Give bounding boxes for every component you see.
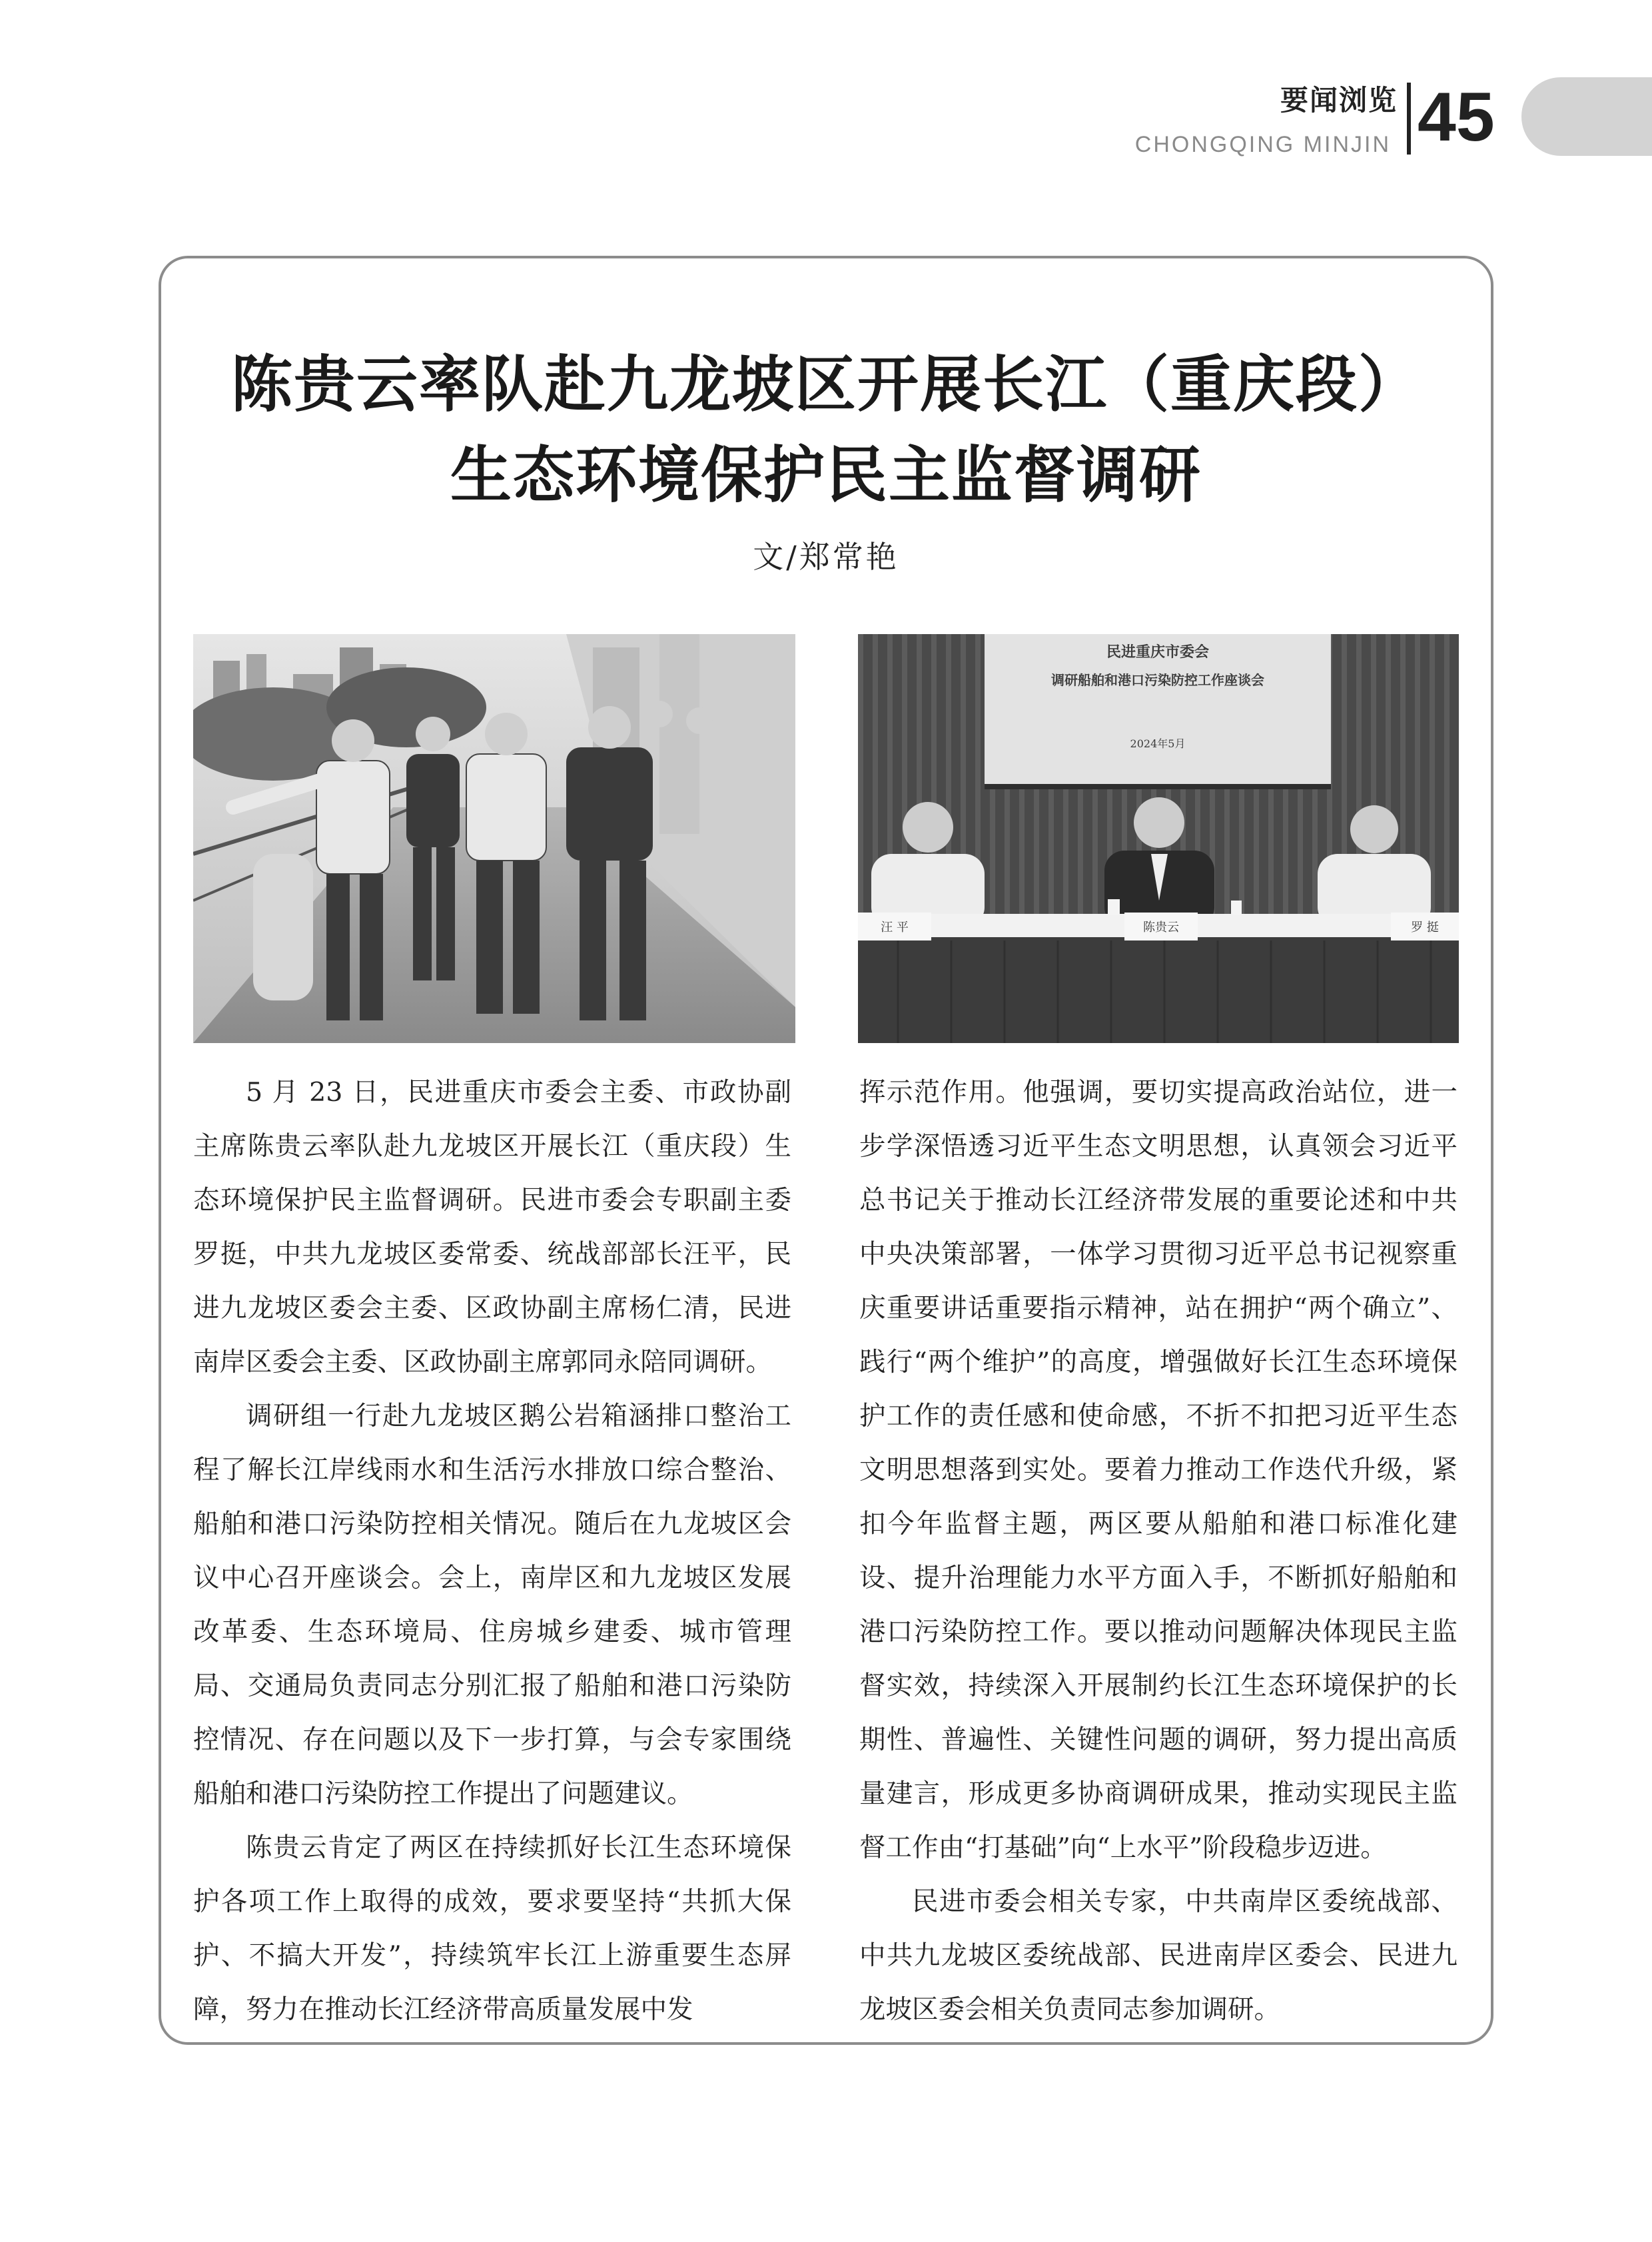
screen-banner-line-1: 民进重庆市委会 — [1106, 643, 1210, 661]
article-body-left-column — [193, 1066, 791, 2037]
section-subtitle: CHONGQING MINJIN — [1134, 132, 1391, 157]
header-divider — [1407, 83, 1411, 155]
nameplate-left: 汪 平 — [881, 921, 909, 934]
screen-banner-date: 2024年5月 — [1130, 737, 1186, 750]
article-body-right-column — [859, 1066, 1457, 2037]
nameplate-center: 陈贵云 — [1143, 921, 1179, 934]
screen-banner-line-2: 调研船舶和港口污染防控工作座谈会 — [1051, 672, 1264, 688]
page-number: 45 — [1418, 79, 1495, 156]
photo-meeting — [858, 634, 1459, 1043]
section-title: 要闻浏览 — [1280, 84, 1398, 117]
title-line-2: 生态环境保护民主监督调研 — [450, 440, 1202, 511]
paragraph-3: 陈贵云肯定了两区在持续抓好长江生态环境保护各项工作上取得的成效，要求要坚持“共抓大保护、不搞大开发”，持续筑牢长江上游重要生态屏障，努力在推动长江经济带高质量发展中发 — [193, 1832, 791, 2025]
paragraph-2: 调研组一行赴九龙坡区鹅公岩箱涵排口整治工程了解长江岸线雨水和生活污水排放口综合整治、船舶和港口污染防控相关情况。随后在九龙坡区会议中心召开座谈会。会上，南岸区和九龙坡区发展改革委、生态环境局、住房城乡建委、城市管理局、交通局负责同志分别汇报了船舶和港口污染防控情况、存在问题以及下一步打算，与会专家围绕船舶和港口污染防控工作提出了问题建议。 — [193, 1401, 791, 1809]
paragraph-1: 5 月 23 日，民进重庆市委会主委、市政协副主席陈贵云率队赴九龙坡区开展长江（重庆段）生态环境保护民主监督调研。民进市委会专职副主委罗挺，中共九龙坡区委常委、统战部部长汪平，民进九龙坡区委会主委、区政协副主席杨仁清，民进南岸区委会主委、区政协副主席郭同永陪同调研。 — [193, 1077, 791, 1377]
nameplate-right: 罗 挺 — [1411, 921, 1439, 934]
photo-riverside-inspection — [193, 634, 795, 1043]
page-tab-decoration — [1521, 77, 1652, 156]
article-byline: 文/郑常艳 — [753, 539, 899, 575]
title-line-1: 陈贵云率队赴九龙坡区开展长江（重庆段） — [230, 349, 1421, 420]
paragraph-4: 民进市委会相关专家，中共南岸区委统战部、中共九龙坡区委统战部、民进南岸区委会、民进九龙坡区委会相关负责同志参加调研。 — [859, 1886, 1457, 2025]
paragraph-3-continued: 挥示范作用。他强调，要切实提高政治站位，进一步学深悟透习近平生态文明思想，认真领会习近平总书记关于推动长江经济带发展的重要论述和中共中央决策部署，一体学习贯彻习近平总书记视察重庆重要讲话重要指示精神，站在拥护“两个确立”、践行“两个维护”的高度，增强做好长江生态环境保护工作的责任感和使命感，不折不扣把习近平生态文明思想落到实处。要着力推动工作迭代升级，紧扣今年监督主题，两区要从船舶和港口标准化建设、提升治理能力水平方面入手，不断抓好船舶和港口污染防控工作。要以推动问题解决体现民主监督实效，持续深入开展制约长江生态环境保护的长期性、普遍性、关键性问题的调研，努力提出高质量建言，形成更多协商调研成果，推动实现民主监督工作由“打基础”向“上水平”阶段稳步迈进。 — [859, 1077, 1457, 1863]
article-title — [159, 340, 1493, 521]
